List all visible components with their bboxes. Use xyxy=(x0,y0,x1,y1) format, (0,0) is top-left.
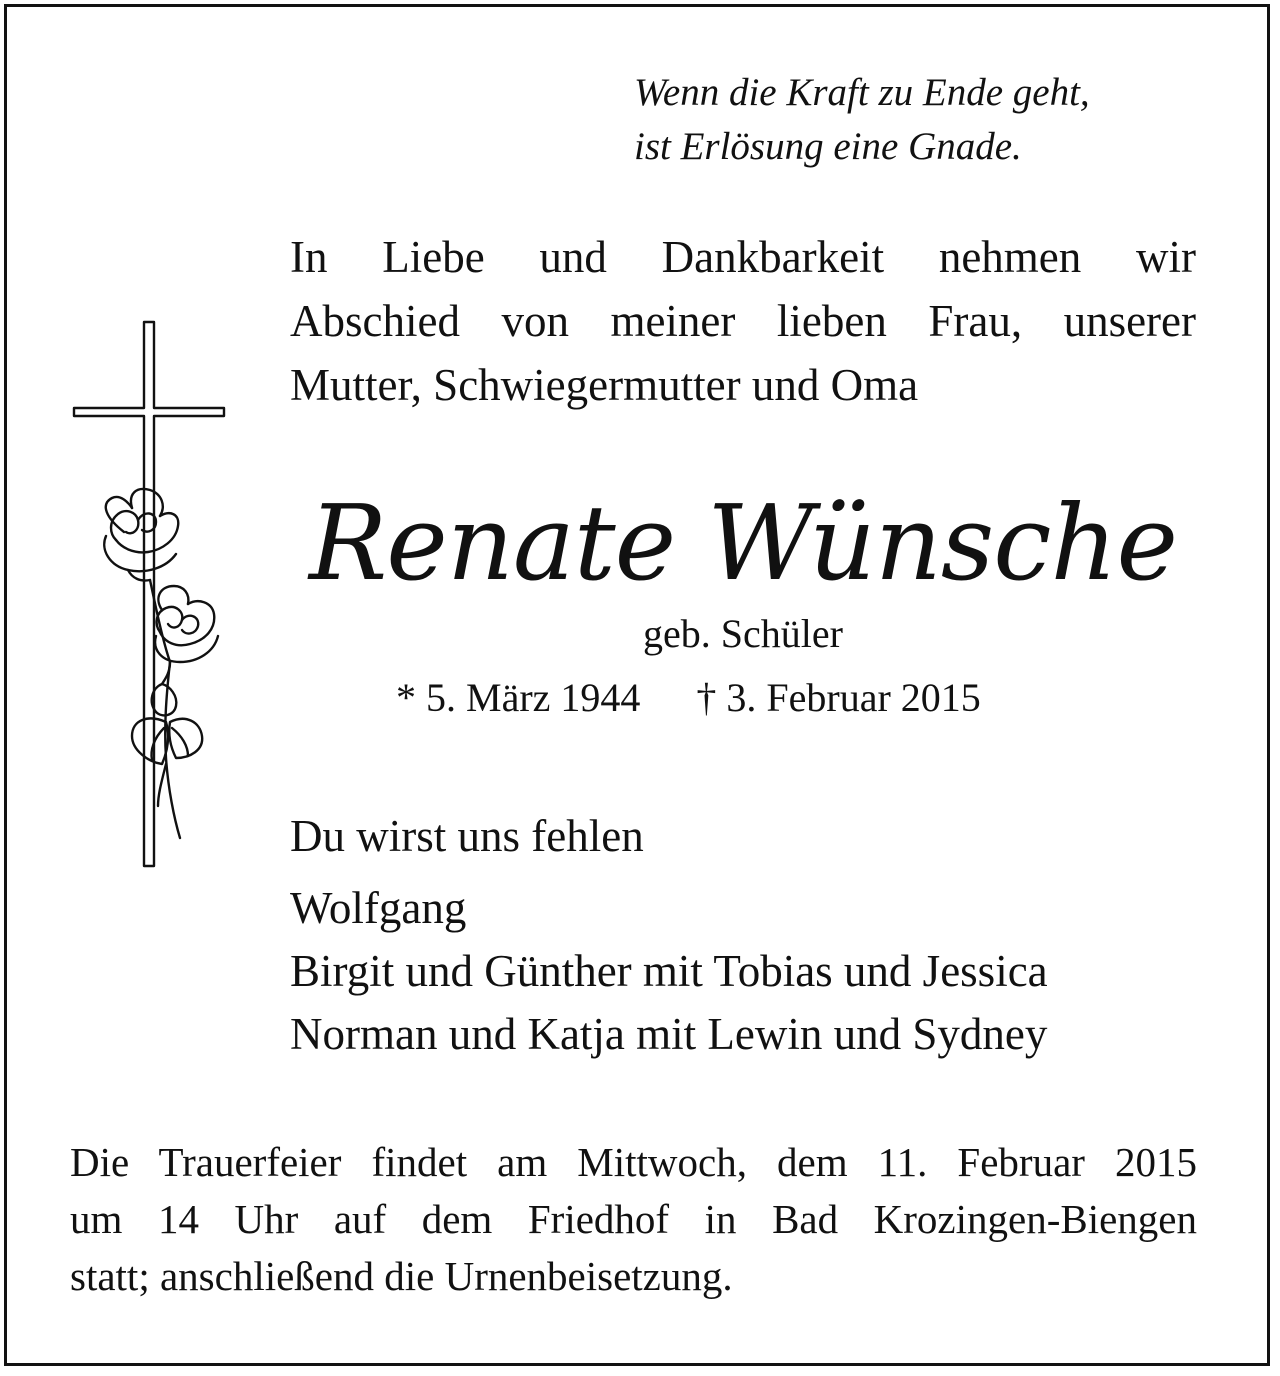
family-member: Wolfgang xyxy=(290,883,467,933)
intro-text xyxy=(290,225,1196,417)
intro-line: In Liebe und Dankbarkeit nehmen wir xyxy=(290,232,1196,282)
family-list xyxy=(290,877,1196,1066)
farewell-line: Du wirst uns fehlen xyxy=(290,811,644,861)
cross-with-roses-icon xyxy=(66,318,236,874)
birth-date: * 5. März 1944 xyxy=(396,675,641,720)
funeral-notice xyxy=(70,1134,1197,1305)
family-member: Birgit und Günther mit Tobias und Jessica xyxy=(290,946,1048,996)
death-date: † 3. Februar 2015 xyxy=(696,675,981,720)
intro-line: Abschied von meiner lieben Frau, unserer xyxy=(290,296,1196,346)
funeral-line: Die Trauerfeier findet am Mittwoch, dem 11. Februar 2015 xyxy=(70,1139,1197,1185)
funeral-line: statt; anschließend die Urnenbeisetzung. xyxy=(70,1253,733,1299)
life-dates xyxy=(396,670,981,726)
deceased-name: Renate Wünsche xyxy=(308,482,1178,604)
motto-quote xyxy=(634,66,1234,174)
motto-line: Wenn die Kraft zu Ende geht, xyxy=(634,71,1090,114)
funeral-line: um 14 Uhr auf dem Friedhof in Bad Krozingen-Biengen xyxy=(70,1196,1197,1242)
maiden-name: geb. Schüler xyxy=(643,611,843,656)
motto-line: ist Erlösung eine Gnade. xyxy=(634,125,1022,168)
intro-line: Mutter, Schwiegermutter und Oma xyxy=(290,360,919,410)
family-member: Norman und Katja mit Lewin und Sydney xyxy=(290,1009,1048,1059)
